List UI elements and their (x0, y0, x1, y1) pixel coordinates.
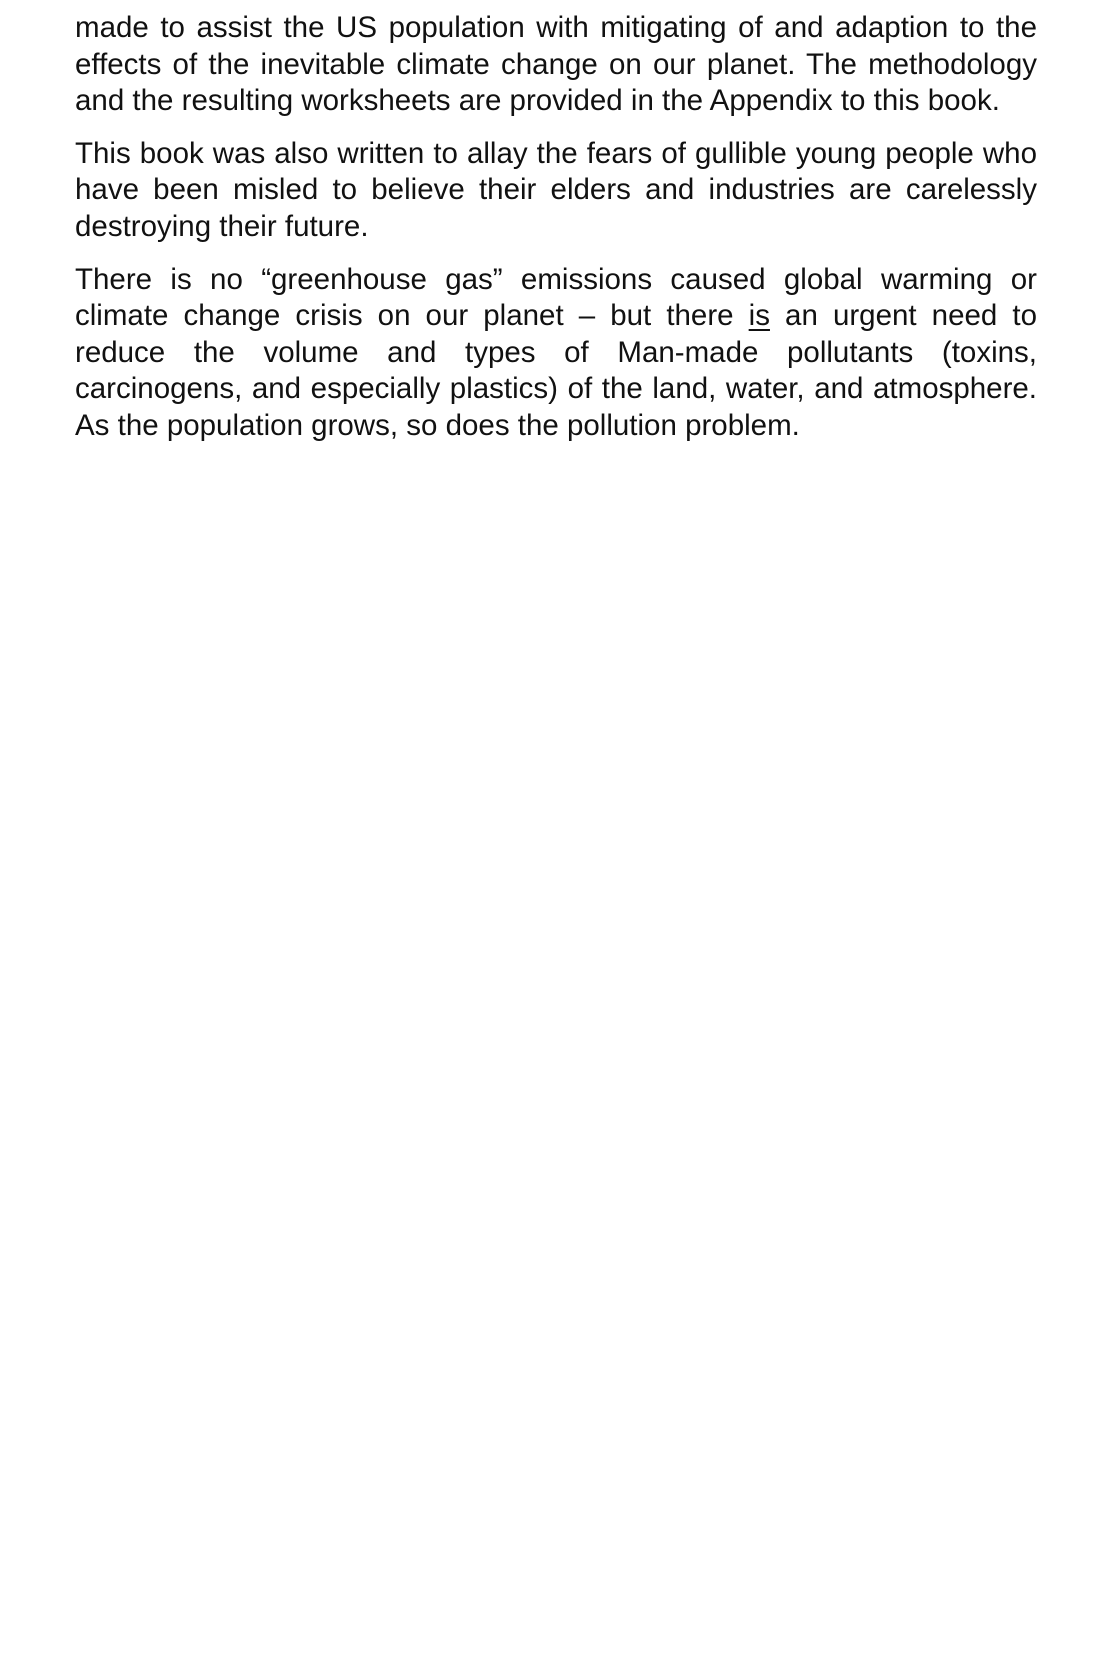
paragraph-2: This book was also written to allay the fears of gullible young people who have been misled to believe their elders and industries are carelessly destroying their future. (75, 136, 1037, 243)
paragraph-3-text-before: There is no “greenhouse gas” emissions caused global warming or climate change crisis on our planet – but there (75, 262, 1037, 333)
paragraph-3 (75, 262, 1037, 445)
paragraph-1: made to assist the US population with mitigating of and adaption to the effects of the inevitable climate change on our planet. The methodology and the resulting worksheets are provided in the Appendix to this book. (75, 11, 1037, 118)
underlined-emphasis: is (748, 299, 770, 333)
paragraph-3-text-after: an urgent need to reduce the volume and types of Man-made pollutants (toxins, carcinogens, and especially plastics) of the land, water, and atmosphere. As the population grows, so does the pollution problem. (75, 299, 1037, 442)
document-page (75, 10, 1037, 461)
